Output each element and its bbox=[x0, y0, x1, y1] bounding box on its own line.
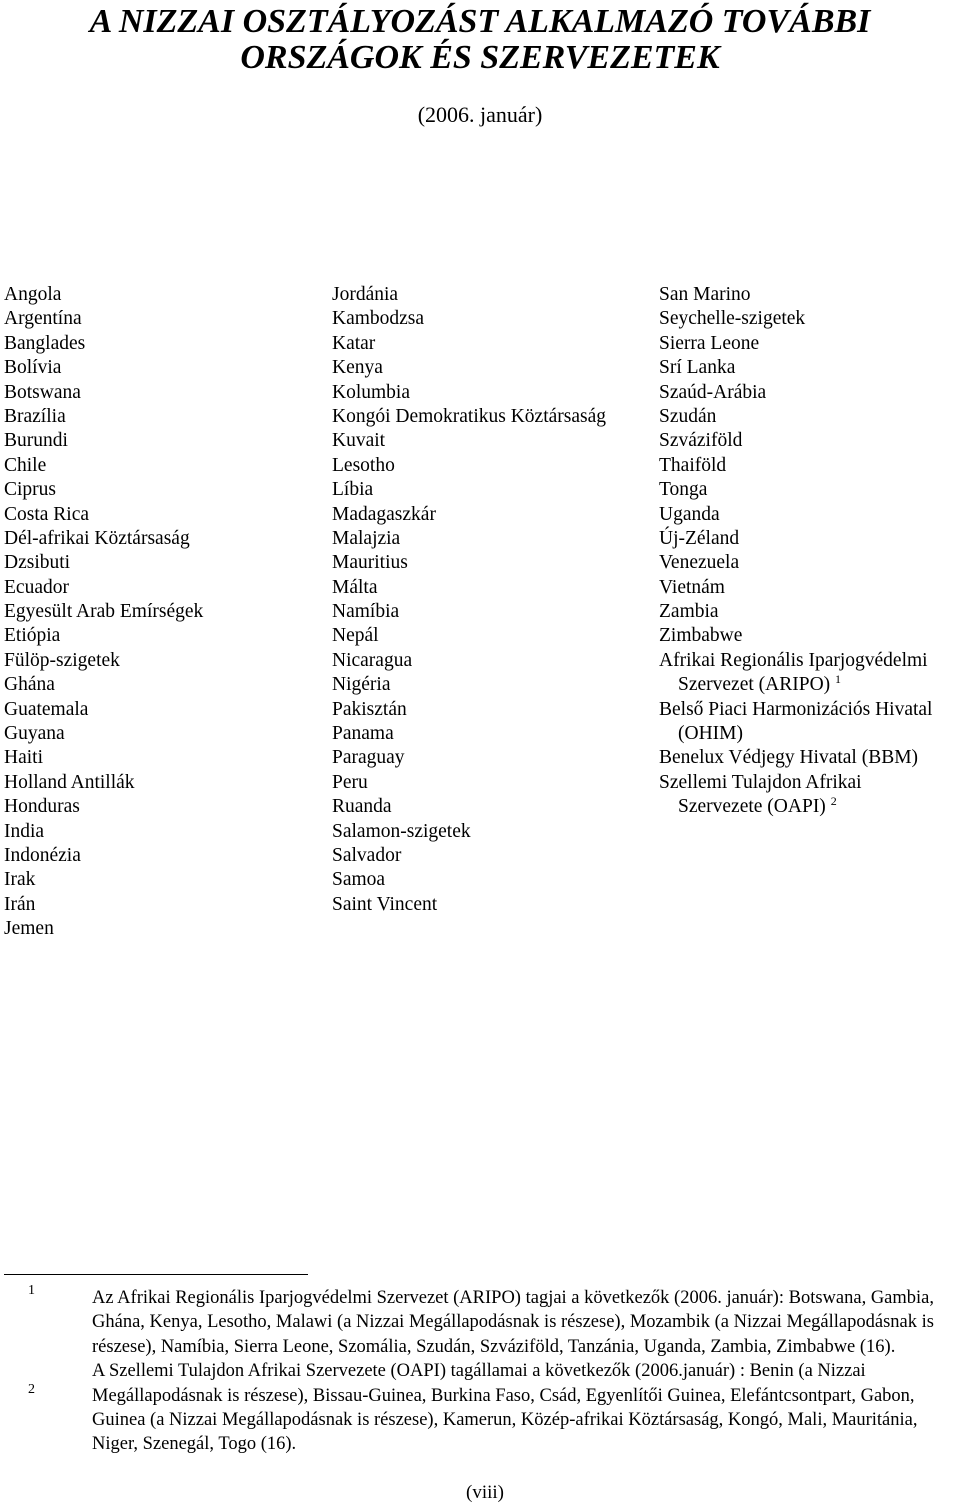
list-item: Málta bbox=[332, 576, 378, 598]
list-item: Jordánia bbox=[332, 284, 399, 305]
footnote-number-2: 2 bbox=[28, 1382, 35, 1397]
org-ohim-line-2: (OHIM) bbox=[678, 723, 743, 745]
list-item: Banglades bbox=[4, 332, 86, 354]
list-item: Salamon-szigetek bbox=[332, 820, 471, 842]
list-item: Madagaszkár bbox=[332, 503, 436, 525]
org-ohim-line-1: Belső Piaci Harmonizációs Hivatal bbox=[659, 698, 933, 720]
org-bbm: Benelux Védjegy Hivatal (BBM) bbox=[659, 747, 919, 769]
list-item: Paraguay bbox=[332, 747, 405, 769]
list-item: Lesotho bbox=[332, 454, 395, 476]
list-item: Irak bbox=[4, 869, 36, 891]
list-item: Szváziföld bbox=[659, 430, 743, 452]
list-item: Líbia bbox=[332, 479, 374, 501]
footnote-ref-2: 2 bbox=[830, 794, 837, 809]
org-aripo-line-1: Afrikai Regionális Iparjogvédelmi bbox=[659, 649, 928, 671]
list-item: Ruanda bbox=[332, 796, 392, 818]
list-item: Nicaragua bbox=[332, 649, 413, 671]
list-item: Tonga bbox=[659, 479, 708, 501]
org-oapi-line-2 bbox=[659, 795, 932, 819]
list-item: Honduras bbox=[4, 796, 80, 818]
title-line-2: ORSZÁGOK ÉS SZERVEZETEK bbox=[240, 39, 720, 76]
list-item: Brazília bbox=[4, 405, 66, 427]
list-item: Ghána bbox=[4, 674, 55, 696]
list-item: Nepál bbox=[332, 625, 379, 647]
list-item: San Marino bbox=[659, 284, 751, 305]
org-oapi-name: Szervezete (OAPI) bbox=[678, 796, 826, 818]
list-item: Srí Lanka bbox=[659, 357, 736, 379]
list-item: Peru bbox=[332, 771, 368, 793]
list-item: Kuvait bbox=[332, 430, 386, 452]
list-item: Dél-afrikai Köztársaság bbox=[4, 527, 190, 549]
list-item: Malajzia bbox=[332, 527, 401, 549]
list-item: Bolívia bbox=[4, 357, 62, 379]
list-item: Haiti bbox=[4, 747, 43, 769]
list-item: Ciprus bbox=[4, 479, 57, 501]
list-item: Panama bbox=[332, 723, 394, 745]
list-item: Salvador bbox=[332, 844, 402, 866]
list-item: Pakisztán bbox=[332, 698, 407, 720]
list-item: Fülöp-szigetek bbox=[4, 649, 120, 671]
title-line-1: A NIZZAI OSZTÁLYOZÁST ALKALMAZÓ TOVÁBBI bbox=[89, 3, 871, 40]
list-item: Jemen bbox=[4, 918, 54, 940]
list-item: Kongói Demokratikus Köztársaság bbox=[332, 405, 607, 427]
list-item: Guyana bbox=[4, 723, 65, 745]
list-item: Chile bbox=[4, 454, 47, 476]
list-item: Ecuador bbox=[4, 576, 69, 598]
footnote-1-text: Az Afrikai Regionális Iparjogvédelmi Szervezet (ARIPO) tagjai a következők (2006. január): Botswana, Gambia, Ghána, Kenya, Lesotho, Malawi (a Nizzai Megállapodásnak is részese), Mozambik (a Nizzai Megállapodásnak is részese), Namíbia, Sierra Leone, Szomália, Szudán, Szváziföld, Tanzánia, Uganda, Zambia, Zimbabwe (16). bbox=[92, 1288, 935, 1357]
list-item: Argentína bbox=[4, 308, 82, 330]
list-item: Kambodzsa bbox=[332, 308, 425, 330]
list-item: Etiópia bbox=[4, 625, 61, 647]
list-item: Új-Zéland bbox=[659, 527, 740, 549]
list-item: Zimbabwe bbox=[659, 625, 743, 647]
footnote-divider bbox=[4, 1274, 308, 1275]
list-item: Kolumbia bbox=[332, 381, 410, 403]
list-item: Saint Vincent bbox=[332, 893, 438, 915]
country-column-2 bbox=[332, 283, 606, 917]
list-item: Holland Antillák bbox=[4, 771, 135, 793]
list-item: Burundi bbox=[4, 430, 68, 452]
list-item: Nigéria bbox=[332, 674, 391, 696]
footnote-number-1: 1 bbox=[28, 1283, 35, 1298]
footnote-2-text: A Szellemi Tulajdon Afrikai Szervezete (OAPI) tagállamai a következők (2006.január) : Benin (a Nizzai Megállapodásnak is részese), Bissau-Guinea, Burkina Faso, Csád, Egyenlítői Guinea, Elefántcsontpart, Gabon, Guinea (a Nizzai Megállapodásnak is részese), Kamerun, Közép-afrikai Köztársaság, Kongó, Mali, Mauritánia, Niger, Szenegál, Togo (16). bbox=[92, 1361, 918, 1455]
list-item: Thaiföld bbox=[659, 454, 727, 476]
country-column-1 bbox=[4, 283, 203, 942]
list-item: Sierra Leone bbox=[659, 332, 760, 354]
footnote-ref-1: 1 bbox=[835, 672, 842, 687]
list-item: Angola bbox=[4, 284, 62, 305]
list-item: India bbox=[4, 820, 45, 842]
list-item: Egyesült Arab Emírségek bbox=[4, 601, 204, 623]
list-item: Samoa bbox=[332, 869, 386, 891]
page-number: (viii) bbox=[466, 1482, 504, 1503]
list-item: Vietnám bbox=[659, 576, 725, 598]
list-item: Uganda bbox=[659, 503, 720, 525]
list-item: Zambia bbox=[659, 601, 719, 623]
list-item: Guatemala bbox=[4, 698, 89, 720]
list-item: Szaúd-Arábia bbox=[659, 381, 767, 403]
list-item: Indonézia bbox=[4, 844, 81, 866]
date-subtitle: (2006. január) bbox=[417, 102, 543, 127]
list-item: Mauritius bbox=[332, 552, 408, 574]
list-item: Dzsibuti bbox=[4, 552, 71, 574]
list-item: Irán bbox=[4, 893, 36, 915]
country-column-3 bbox=[659, 283, 932, 820]
list-item: Namíbia bbox=[332, 601, 400, 623]
footnotes bbox=[92, 1286, 952, 1457]
org-aripo-line-2 bbox=[659, 673, 932, 697]
list-item: Katar bbox=[332, 332, 376, 354]
list-item: Seychelle-szigetek bbox=[659, 308, 806, 330]
list-item: Szudán bbox=[659, 405, 717, 427]
list-item: Kenya bbox=[332, 357, 383, 379]
org-aripo-name: Szervezet (ARIPO) bbox=[678, 674, 831, 696]
org-oapi-line-1: Szellemi Tulajdon Afrikai bbox=[659, 771, 862, 793]
list-item: Costa Rica bbox=[4, 503, 90, 525]
list-item: Botswana bbox=[4, 381, 81, 403]
list-item: Venezuela bbox=[659, 552, 740, 574]
